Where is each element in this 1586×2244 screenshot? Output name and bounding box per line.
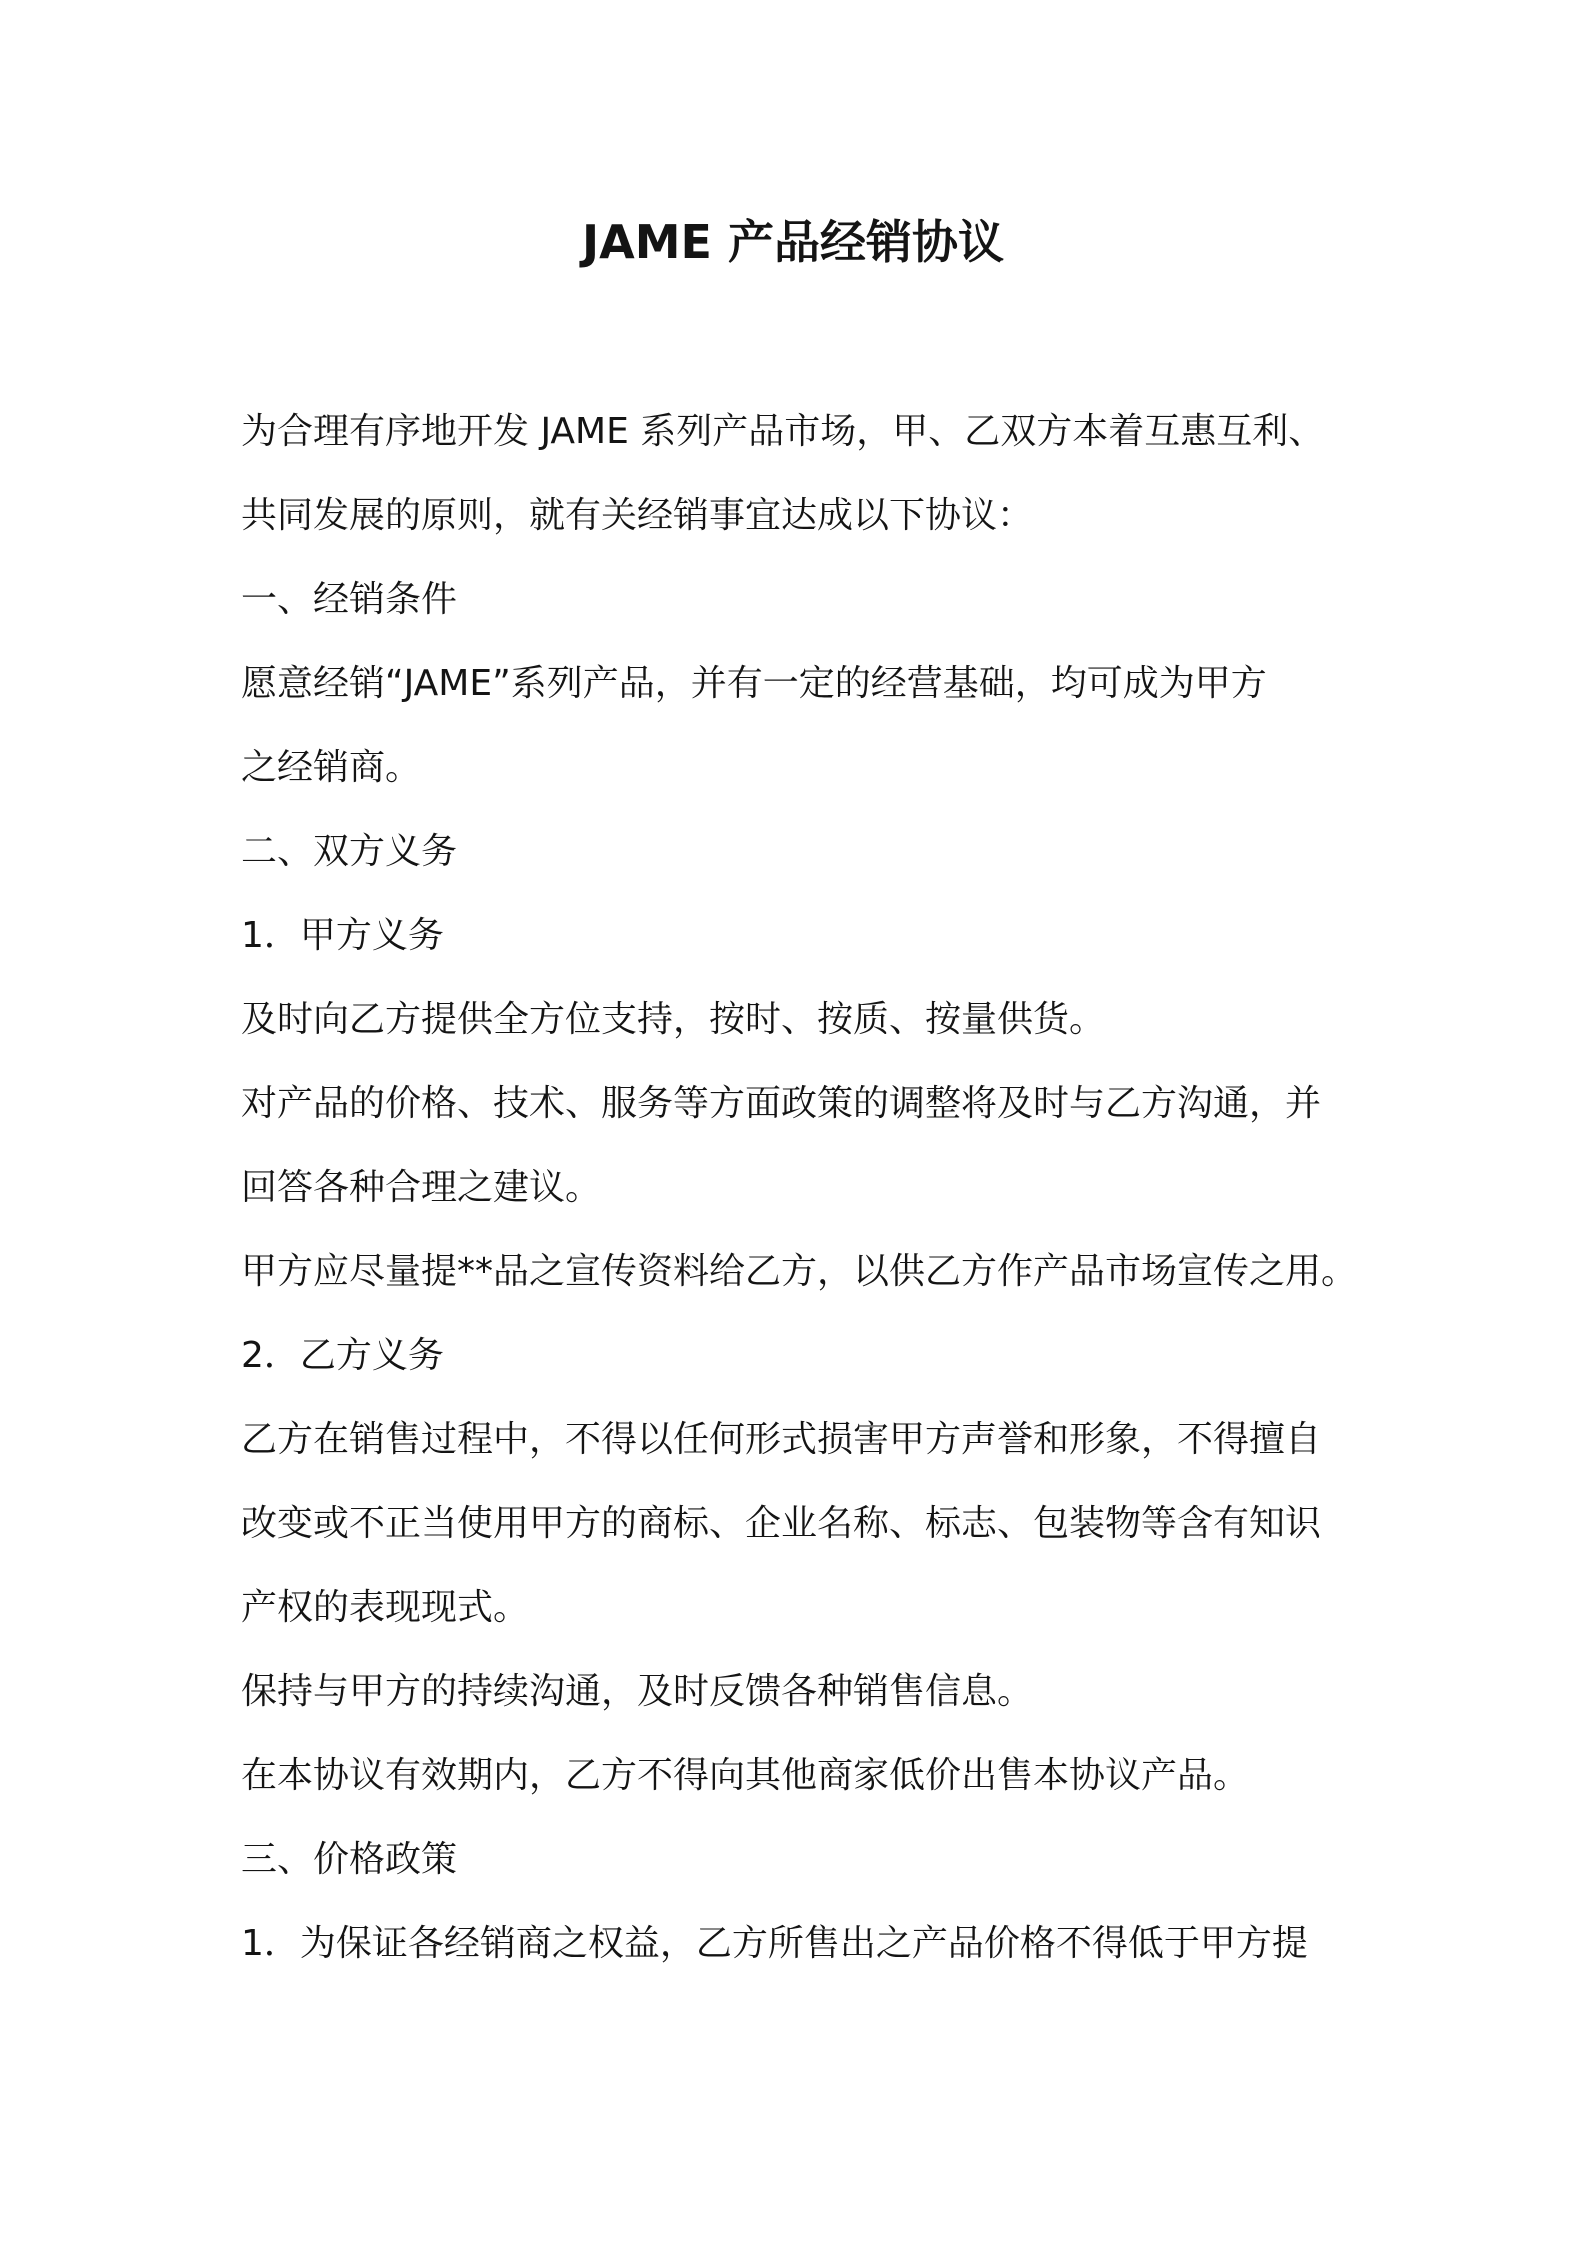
paragraph-party-a-3: 甲方应尽量提**品之宣传资料给乙方，以供乙方作产品市场宣传之用。: [241, 1251, 1358, 1292]
section-heading-2: 二、双方义务: [241, 831, 458, 872]
paragraph-party-b-1-line-3: 产权的表现现式。: [241, 1587, 530, 1628]
document-title: JAME 产品经销协议: [582, 215, 1004, 269]
section-heading-1: 一、经销条件: [241, 579, 458, 620]
subsection-heading-party-a: 1．甲方义务: [241, 915, 444, 956]
paragraph-preamble-line-2: 共同发展的原则，就有关经销事宜达成以下协议：: [241, 495, 1034, 536]
paragraph-party-a-2-line-2: 回答各种合理之建议。: [241, 1167, 602, 1208]
subsection-heading-party-b: 2．乙方义务: [241, 1335, 444, 1376]
paragraph-party-a-2-line-1: 对产品的价格、技术、服务等方面政策的调整将及时与乙方沟通，并: [241, 1083, 1322, 1124]
paragraph-conditions-line-2: 之经销商。: [241, 747, 422, 788]
paragraph-party-b-1-line-2: 改变或不正当使用甲方的商标、企业名称、标志、包装物等含有知识: [241, 1503, 1322, 1544]
paragraph-conditions-line-1: 愿意经销“JAME”系列产品，并有一定的经营基础，均可成为甲方: [241, 663, 1267, 704]
paragraph-price-1: 1．为保证各经销商之权益，乙方所售出之产品价格不得低于甲方提: [241, 1923, 1308, 1964]
paragraph-party-b-3: 在本协议有效期内，乙方不得向其他商家低价出售本协议产品。: [241, 1755, 1250, 1796]
section-heading-3: 三、价格政策: [241, 1839, 458, 1880]
paragraph-preamble-line-1: 为合理有序地开发 JAME 系列产品市场，甲、乙双方本着互惠互利、: [241, 411, 1325, 452]
paragraph-party-b-2: 保持与甲方的持续沟通，及时反馈各种销售信息。: [241, 1671, 1034, 1712]
paragraph-party-a-1: 及时向乙方提供全方位支持，按时、按质、按量供货。: [241, 999, 1106, 1040]
paragraph-party-b-1-line-1: 乙方在销售过程中，不得以任何形式损害甲方声誉和形象，不得擅自: [241, 1419, 1322, 1460]
